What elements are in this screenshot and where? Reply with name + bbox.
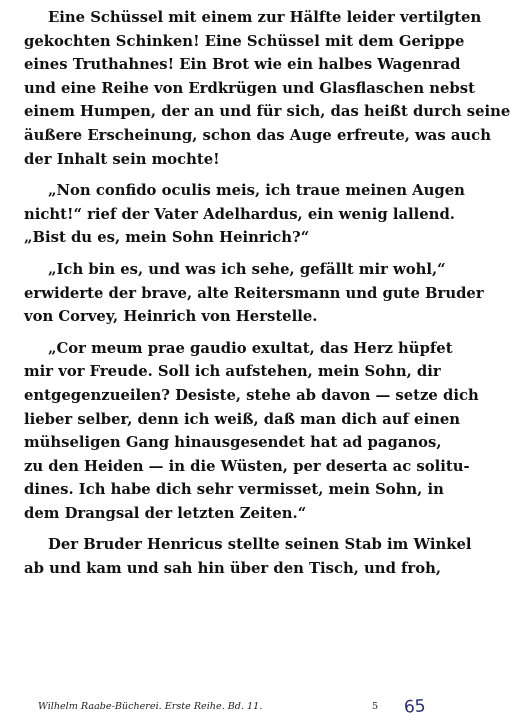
- text-line: eines Truthahnes! Ein Brot wie ein halbes Wagenrad: [24, 56, 461, 74]
- text-line: mir vor Freude. Soll ich aufstehen, mein Sohn, dir: [24, 363, 441, 381]
- text-line: „Bist du es, mein Sohn Heinrich?“: [24, 229, 310, 247]
- text-line: äußere Erscheinung, schon das Auge erfreute, was auch: [24, 126, 491, 144]
- text-line: lieber selber, denn ich weiß, daß man dich auf einen: [24, 410, 460, 428]
- text-line: „Cor meum prae gaudio exultat, das Herz hüpfet: [48, 339, 453, 357]
- text-line: nicht!“ rief der Vater Adelhardus, ein wenig lallend.: [24, 205, 455, 223]
- text-line: entgegenzueilen? Desiste, stehe ab davon — setze dich: [24, 386, 479, 404]
- text-line: „Non confido oculis meis, ich traue meinen Augen: [48, 182, 465, 200]
- text-line: erwiderte der brave, alte Reitersmann und gute Bruder: [24, 284, 484, 302]
- text-line: mühseligen Gang hinausgesendet hat ad paganos,: [24, 434, 442, 452]
- text-line: gekochten Schinken! Eine Schüssel mit dem Gerippe: [24, 32, 465, 50]
- text-line: dines. Ich habe dich sehr vermisset, mein Sohn, in: [24, 481, 444, 499]
- page-footer: [38, 700, 398, 714]
- text-line: einem Humpen, der an und für sich, das heißt durch seine: [24, 103, 510, 121]
- text-line: dem Drangsal der letzten Zeiten.“: [24, 504, 307, 522]
- text-line: Eine Schüssel mit einem zur Hälfte leider vertilgten: [48, 9, 482, 26]
- text-line: zu den Heiden — in die Wüsten, per deserta ac solitu-: [24, 457, 470, 475]
- text-line: Der Bruder Henricus stellte seinen Stab im Winkel: [48, 536, 472, 554]
- text-line: von Corvey, Heinrich von Herstelle.: [24, 308, 318, 326]
- text-line: der Inhalt sein mochte!: [24, 150, 220, 168]
- signature-mark: 5: [372, 701, 379, 712]
- page-number: 65: [403, 696, 427, 718]
- text-line: „Ich bin es, und was ich sehe, gefällt mir wohl,“: [48, 260, 446, 278]
- series-footer: Wilhelm Raabe-Bücherei. Erste Reihe. Bd. 11.: [38, 701, 263, 712]
- text-line: ab und kam und sah hin über den Tisch, und froh,: [24, 560, 442, 578]
- body-text: [24, 6, 510, 581]
- text-line: und eine Reihe von Erdkrügen und Glasflaschen nebst: [24, 79, 475, 97]
